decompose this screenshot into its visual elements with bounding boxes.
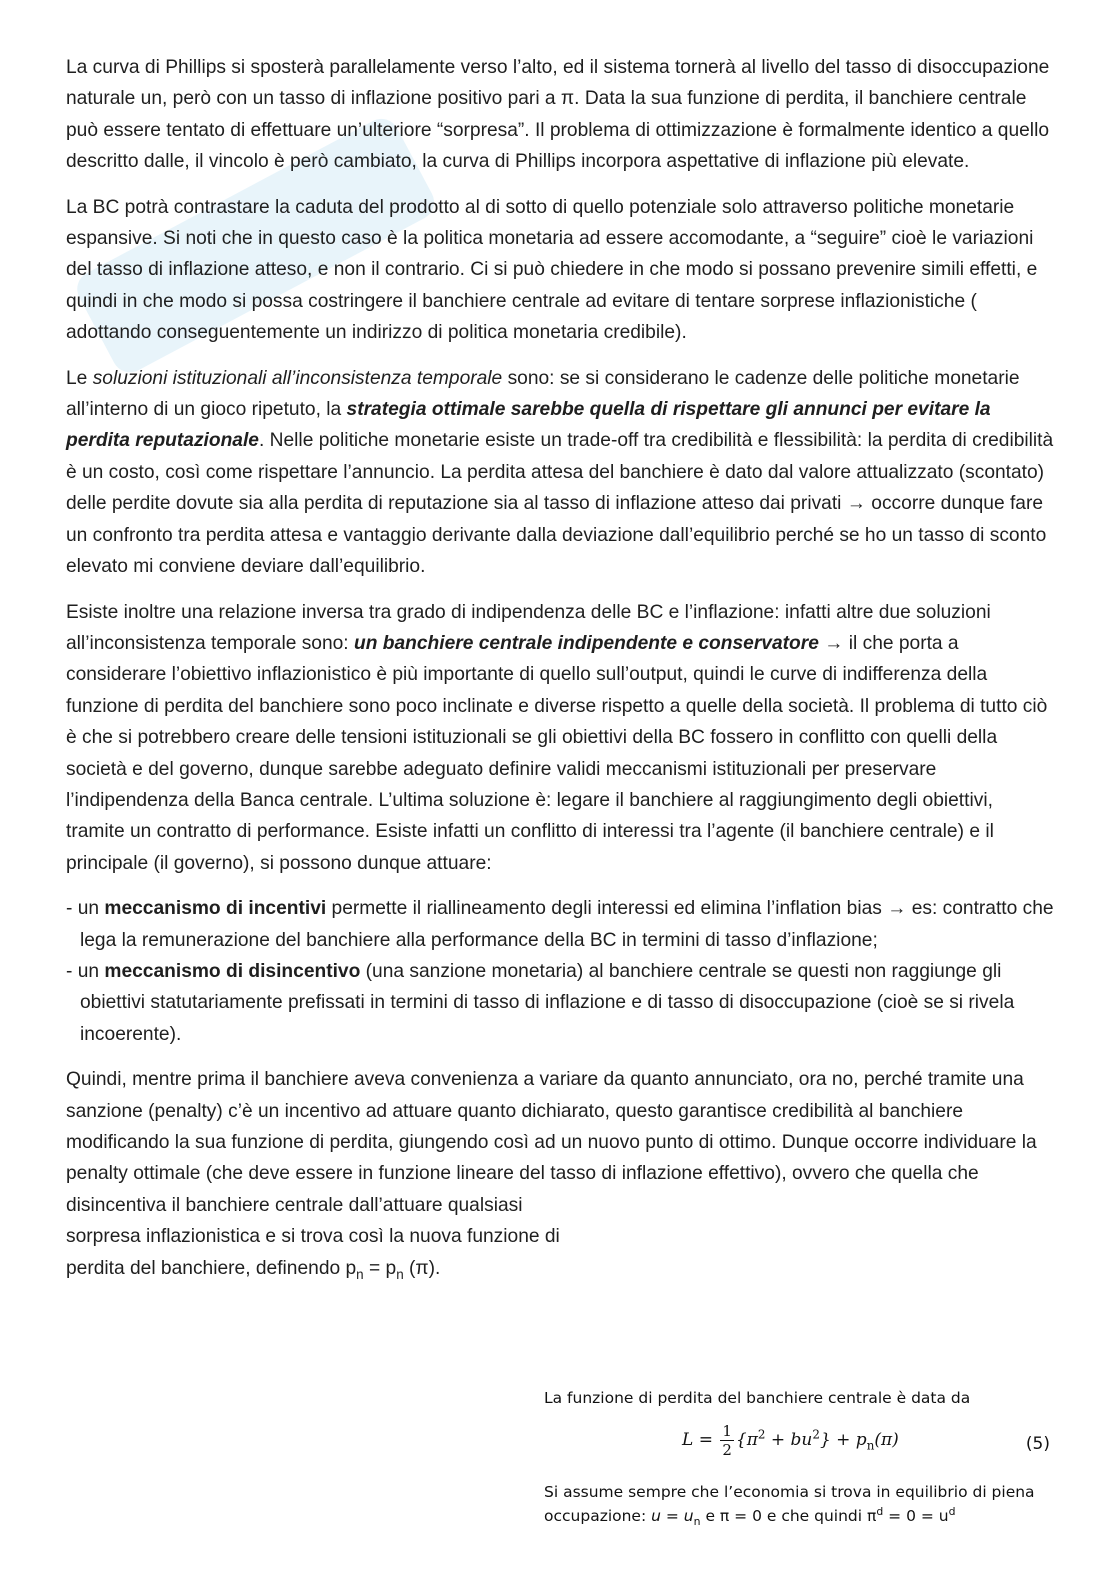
math-run: u = u bbox=[651, 1507, 694, 1525]
paragraph-penalty: Quindi, mentre prima il banchiere aveva convenienza a variare da quanto annunciato, ora no, perché tramite una sanzione (penalty) c’è un incentivo ad attuare quanto dichiarato, questo garantisce credibilità al banchiere modificando la sua funzione di perdita, giungendo così ad un nuovo punto di ottimo. Dunque occorre individuare la penalty ottimale (che deve essere in funzione lineare del tasso di inflazione effettivo), ovvero che quella che disincentiva il banchiere centrale dall’attuare qualsiasi bbox=[66, 1069, 1037, 1216]
text-run: e π = 0 e che quindi π bbox=[700, 1507, 877, 1525]
paragraph-phillips-curve: La curva di Phillips si sposterà parallelamente verso l’alto, ed il sistema tornerà al livello del tasso di disoccupazione naturale un, però con un tasso di inflazione positivo pari a π. Data la sua funzione di perdita, il banchiere centrale può essere tentato di effettuare un’ulteriore “sorpresa”. Il problema di ottimizzazione è formalmente identico a quello descritto dalle, il vincolo è però cambiato, la curva di Phillips incorpora aspettative di inflazione più elevate. bbox=[66, 57, 1050, 173]
list-item-incentives bbox=[66, 893, 1056, 956]
text-run: - un bbox=[66, 960, 105, 982]
text-run: sono: se si considerano le cadenze delle politiche monetarie all’interno di un gioco ripetuto, la bbox=[66, 367, 1020, 421]
subscript: n bbox=[693, 1515, 701, 1529]
paragraph-independence bbox=[66, 597, 1056, 880]
eq-numerator: 1 bbox=[722, 1422, 732, 1440]
equation-number: (5) bbox=[1025, 1434, 1050, 1454]
text-run: (una sanzione monetaria) al banchiere centrale se questi non raggiunge gli obiettivi statutariamente prefissati in termini di tasso di inflazione e di tasso di disoccupazione (cioè se si rivela incoerente). bbox=[80, 960, 1015, 1045]
bold-italic-conservative-banker: un banchiere centrale indipendente e conservatore bbox=[353, 632, 819, 654]
text-run: permette il riallineamento degli interessi ed elimina l’inflation bias → es: contratto che lega la remunerazione del banchiere alla performance della BC in termini di tasso d’inflazione; bbox=[80, 898, 1054, 951]
paragraph-institutional-solutions bbox=[66, 363, 1056, 583]
excerpt-note bbox=[544, 1480, 1044, 1528]
superscript: d bbox=[876, 1504, 884, 1518]
text-run: → il che porta a considerare l’obiettivo inflazionistico è più importante di quello sull’output, quindi le curve di indifferenza della funzione di perdita del banchiere sono poco inclinate e diverse rispetto a quelle della società. Il problema di tutto ciò è che si potrebbero creare delle tensioni istituzionali se gli obiettivi della BC fossero in conflitto con quelli della società e del governo, dunque sarebbe adeguato definire validi meccanismi istituzionali per preservare l’indipendenza della Banca centrale. L’ultima soluzione è: legare il banchiere al raggiungimento degli obiettivi, tramite un contratto di performance. Esiste infatti un conflitto di interessi tra l’agente (il banchiere centrale) e il principale (il governo), si possono dunque attuare: bbox=[66, 632, 1048, 874]
text-run: (π). bbox=[403, 1257, 441, 1279]
eq-square: 2 bbox=[812, 1427, 820, 1442]
eq-lhs: L = bbox=[682, 1430, 719, 1450]
text-run: Esiste inoltre una relazione inversa tra grado di indipendenza delle BC e l’inflazione: infatti altre due soluzioni all’inconsistenza temporale sono: bbox=[66, 601, 991, 654]
eq-term: (π) bbox=[874, 1430, 899, 1450]
bold-term: meccanismo di disincentivo bbox=[104, 960, 361, 982]
subscript: n bbox=[396, 1266, 404, 1282]
text-run: - un bbox=[66, 898, 105, 920]
list-item-disincentives bbox=[66, 956, 1056, 1050]
text-run: Si assume sempre che l’economia si trova in equilibrio di piena occupazione: bbox=[544, 1483, 1035, 1525]
bold-term: meccanismo di incentivi bbox=[104, 898, 327, 920]
paragraph-monetary-policy: La BC potrà contrastare la caduta del prodotto al di sotto di quello potenziale solo attraverso politiche monetarie espansive. Si noti che in questo caso è la politica monetaria ad essere accomodante, a “seguire” cioè le variazioni del tasso di inflazione atteso, e non il contrario. Ci si può chiedere in che modo si possano prevenire simili effetti, e quindi in che modo si possa costringere il banchiere centrale ad evitare di tentare sorprese inflazionistiche ( adottando conseguentemente un indirizzo di politica monetaria credibile). bbox=[66, 196, 1038, 344]
italic-term: soluzioni istituzionali all’inconsistenza temporale bbox=[92, 367, 503, 389]
text-run: Le bbox=[66, 367, 93, 389]
mechanism-list bbox=[66, 893, 1056, 1050]
text-run: sorpresa inflazionistica e si trova così la nuova funzione di perdita del banchiere, definendo p bbox=[66, 1226, 560, 1279]
text-run: . Nelle politiche monetarie esiste un trade-off tra credibilità e flessibilità: la perdita di credibilità è un costo, così come rispettare l’annuncio. La perdita attesa del banchiere è dato dal valore attualizzato (scontato) delle perdite dovute sia alla perdita di reputazione sia al tasso di inflazione atteso dai privati → occorre dunque fare un confronto tra perdita attesa e vantaggio derivante dalla deviazione dall’equilibrio perché se ho un tasso di sconto elevato mi conviene deviare dall’equilibrio. bbox=[66, 430, 1054, 578]
eq-subscript: n bbox=[866, 1438, 875, 1453]
eq-term: {π bbox=[735, 1430, 758, 1450]
paragraph-penalty-continued bbox=[66, 1221, 596, 1284]
document-page bbox=[66, 52, 1056, 1284]
eq-term: + bu bbox=[765, 1430, 813, 1450]
eq-term: } + p bbox=[819, 1430, 867, 1450]
eq-denominator: 2 bbox=[722, 1441, 732, 1459]
eq-fraction bbox=[720, 1422, 734, 1459]
text-run: = 0 = u bbox=[883, 1507, 949, 1525]
excerpt-intro: La funzione di perdita del banchiere centrale è data da bbox=[544, 1389, 971, 1407]
loss-function-excerpt bbox=[544, 1386, 1050, 1529]
loss-function-equation bbox=[682, 1422, 899, 1459]
bold-italic-strategy: strategia ottimale sarebbe quella di rispettare gli annunci per evitare la perdita reputazionale bbox=[66, 399, 991, 452]
text-run: = p bbox=[363, 1257, 397, 1279]
superscript: d bbox=[948, 1504, 956, 1518]
eq-square: 2 bbox=[757, 1427, 766, 1442]
equation-line bbox=[544, 1414, 1050, 1480]
subscript: n bbox=[356, 1266, 364, 1282]
